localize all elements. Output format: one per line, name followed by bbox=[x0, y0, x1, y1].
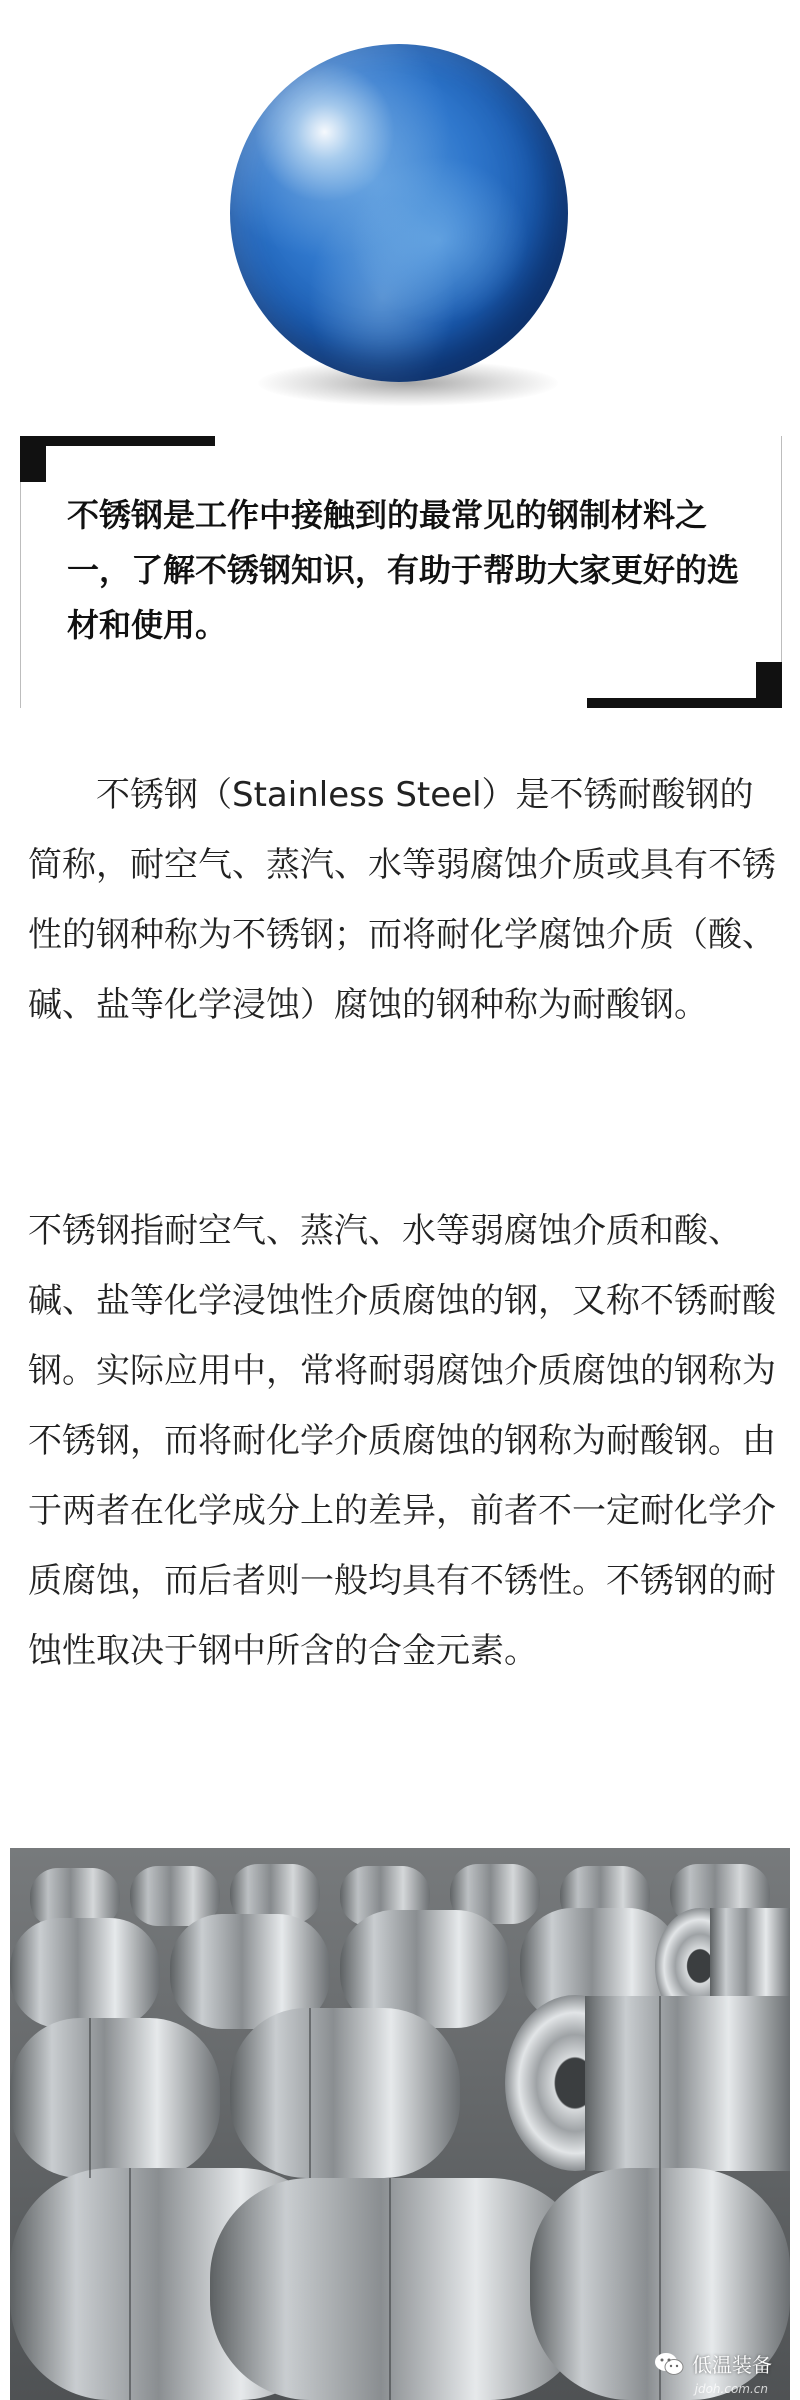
quote-text: 不锈钢是工作中接触到的最常见的钢制材料之一，了解不锈钢知识，有助于帮助大家更好的选材和使用。 bbox=[67, 496, 740, 644]
corner-bracket-bottom-right bbox=[587, 698, 782, 708]
watermark-url: jdoh.com.cn bbox=[694, 2382, 768, 2396]
corner-bracket-top-left-vertical bbox=[20, 436, 46, 482]
article-paragraph-2: 不锈钢指耐空气、蒸汽、水等弱腐蚀介质和酸、碱、盐等化学浸蚀性介质腐蚀的钢，又称不锈耐酸钢。实际应用中，常将耐弱腐蚀介质腐蚀的钢称为不锈钢，而将耐化学介质腐蚀的钢称为耐酸钢。由于两者在化学成分上的差异，前者不一定耐化学介质腐蚀，而后者则一般均具有不锈性。不锈钢的耐蚀性取决于钢中所含的合金元素。 bbox=[28, 1211, 776, 1671]
blue-sphere bbox=[230, 44, 568, 382]
steel-coils-illustration bbox=[10, 1848, 790, 2400]
quote-box bbox=[20, 436, 782, 708]
watermark bbox=[654, 2349, 772, 2378]
article-paragraph-1: 不锈钢（Stainless Steel）是不锈耐酸钢的简称，耐空气、蒸汽、水等弱腐蚀介质或具有不锈性的钢种称为不锈钢；而将耐化学腐蚀介质（酸、碱、盐等化学浸蚀）腐蚀的钢种称为耐酸钢。 bbox=[28, 775, 776, 1025]
corner-bracket-top-left bbox=[20, 436, 215, 446]
corner-bracket-bottom-right-vertical bbox=[756, 662, 782, 708]
hero-sphere-image bbox=[0, 0, 800, 420]
steel-coils-photo bbox=[10, 1848, 790, 2400]
wechat-icon bbox=[654, 2351, 684, 2377]
watermark-text: 低温装备 bbox=[692, 2353, 772, 2377]
